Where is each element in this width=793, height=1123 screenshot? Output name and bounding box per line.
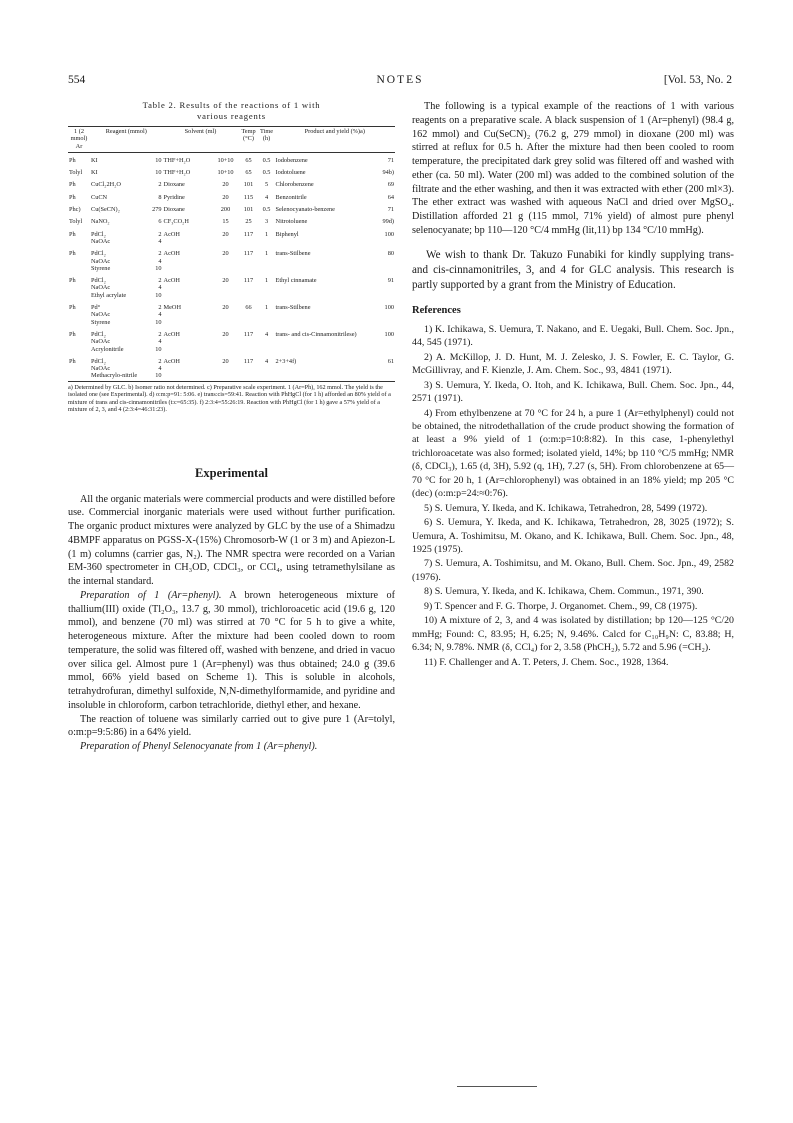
table-row: [68, 300, 395, 327]
col-solvent: Solvent (ml): [184, 128, 217, 135]
running-header: [68, 74, 732, 90]
cell-reagent: PdCl₂ NaOAc Ethyl acrylate: [91, 277, 127, 299]
cell-solvent: Dioxane: [163, 181, 185, 189]
col-temp: Temp (°C): [241, 128, 256, 143]
cell-amount: 8: [158, 193, 162, 201]
cell-ar: Ph: [69, 277, 76, 285]
table-footnotes: a) Determined by GLC. b) Isomer ratio not determined. c) Preparative scale experiment. 1 (Ar=Ph), 162 mmol. The yield is the isolated one (see Experimental). d) o:m:p=91: 5:06. e) trans:cis=59:41. Reaction with PhHgCl (for 1 h) afforded an 80% yield of a mixture of trans and cis-cinnamonitriles (t:c=65:35). f) 2:3:4=55:26:19. Reaction with PhHgCl (for 1 h) gave a 57% yield of a mixture of 2, 3, and 4 (2:3:4=46:31:23).: [68, 383, 391, 414]
table-row: [68, 177, 395, 189]
cell-yield: 69: [387, 181, 394, 189]
cell-product: Selenocyanato-benzene: [275, 206, 335, 214]
cell-product: Iodotoluene: [275, 169, 306, 177]
cell-product: trans- and cis-Cinnamonitrilese): [275, 330, 357, 338]
cell-reagent: KI: [91, 169, 98, 177]
table-caption-line2: various reagents: [197, 111, 266, 121]
cell-reagent: PdCl₂ NaOAc: [91, 230, 111, 245]
page-number: 554: [68, 74, 86, 86]
cell-amount: 2 4 10: [155, 304, 162, 326]
cell-product: Chlorobenzene: [275, 181, 314, 189]
cell-solvent: AcOH: [163, 357, 180, 365]
cell-time: 4: [264, 193, 269, 201]
cell-reagent: PdCl₂ NaOAc Acrylonitrile: [91, 330, 124, 353]
experimental-paragraph-1: All the organic materials were commercial products and were distilled before use. Commercial inorganic materials were used without further purification. The organic product mixtures were analyzed by GLC by the use of a Shimadzu 4BMPF apparatus on PGSS-X-(15%) Chromosorb-W (1 or 3 m) and Apiezon-L (1 m) columns (carrier gas, N₂). The NMR spectra were recorded on a Varian EM-360 spectrometer in CH₃OD, CDCl₃, or CCl₄, using tetramethylsilane as the internal standard.: [68, 493, 395, 588]
reference-item: 7) S. Uemura, A. Toshimitsu, and M. Okano, Bull. Chem. Soc. Jpn., 49, 2582 (1976).: [412, 558, 734, 583]
table-caption-line1: Table 2. Results of the reactions of 1 with: [142, 100, 321, 110]
cell-volume: 200: [220, 206, 231, 214]
cell-solvent: AcOH: [163, 330, 180, 338]
cell-amount: 2 4 10: [155, 250, 162, 272]
cell-yield: 64: [387, 193, 394, 201]
col-ar: 1 (2 mmol) Ar: [70, 128, 88, 150]
cell-time: 3: [264, 218, 269, 226]
journal-section: NOTES: [376, 74, 424, 86]
cell-temp: 117: [243, 330, 254, 338]
cell-reagent: Cu(SeCN)₂: [91, 206, 120, 214]
cell-solvent: THF+H₂O: [163, 169, 191, 177]
cell-yield: 91: [387, 277, 394, 285]
cell-volume: 20: [222, 277, 229, 285]
cell-time: 1: [264, 304, 269, 312]
cell-temp: 117: [243, 357, 254, 365]
table-row: [68, 327, 395, 354]
col-reagent: Reagent (mmol): [105, 128, 147, 135]
cell-solvent: AcOH: [163, 230, 180, 238]
cell-yield: 100: [384, 230, 394, 238]
table-row: [68, 214, 395, 226]
col-time: Time (h): [259, 128, 274, 143]
cell-yield: 71: [387, 156, 394, 164]
cell-ar: Ph: [69, 357, 76, 365]
cell-volume: 20: [222, 193, 229, 201]
cell-ar: Ph: [69, 250, 76, 258]
prep-1-text: A brown heterogeneous mixture of thallium(III) oxide (Tl₂O₃, 13.7 g, 30 mmol), trichloroacetic acid (19.6 g, 120 mmol), and benzene (70 ml) was stirred at 70 °C for 5 h to give a white, heterogeneous mixture. After the mixture had been cooled down to room temperature, the solid was filtered off, washed with benzene, and dried in vacuo over silica gel. Almost pure 1 (Ar=phenyl) was thus obtained; 24.0 g (39.6 mmol, 66% yield based on Scheme 1). This is soluble in alcohols, tetrahydrofuran, dimethyl sulfoxide, N,N-dimethylformamide, and pyridine and insoluble in chloroform, carbon tetrachloride, diethyl ether, and hexane.: [68, 589, 395, 711]
cell-volume: 20: [222, 330, 229, 338]
reference-item: 1) K. Ichikawa, S. Uemura, T. Nakano, and E. Uegaki, Bull. Chem. Soc. Jpn., 44, 545 (1971).: [412, 323, 734, 349]
cell-time: 1: [264, 277, 269, 285]
cell-amount: 2 4: [158, 230, 162, 245]
cell-product: Iodobenzene: [275, 156, 308, 164]
cell-temp: 117: [243, 230, 254, 238]
reference-item: 3) S. Uemura, Y. Ikeda, O. Itoh, and K. Ichikawa, Bull. Chem. Soc. Jpn., 44, 2571 (1971).: [412, 379, 734, 405]
cell-amount: 10: [155, 156, 162, 164]
prep-selenocyanate-title: Preparation of Phenyl Selenocyanate from 1 (Ar=phenyl).: [80, 741, 318, 753]
references-heading: References: [412, 304, 461, 316]
cell-reagent: CuCN: [91, 193, 108, 201]
reference-item: 2) A. McKillop, J. D. Hunt, M. J. Zelesko, J. S. Fowler, E. C. Taylor, G. McGillivray, and F. Kienzle, J. Am. Chem. Soc., 93, 4841 (1971).: [412, 351, 734, 377]
cell-reagent: Pd° NaOAc Styrene: [91, 304, 111, 326]
left-column: [68, 100, 395, 754]
reference-item: 5) S. Uemura, Y. Ikeda, and K. Ichikawa, Tetrahedron, 28, 5499 (1972).: [424, 502, 708, 514]
cell-time: 0.5: [262, 169, 271, 177]
cell-amount: 2 4 10: [155, 330, 162, 353]
procedure-paragraph: The following is a typical example of the reactions of 1 with various reagents on a preparative scale. A black suspension of 1 (Ar=phenyl) (98.4 g, 162 mmol) and Cu(SeCN)₂ (76.2 g, 279 mmol) in dioxane (200 ml) was stirred at reflux for 0.5 h. After the mixture had then been cooled to room temperature, the precipitated dark grey solid was filtered off and washed with ether (ca. 50 ml). Water (200 ml) was added to the combined solution of the filtrate and the ether washing, and then it was extracted with ether (200 ml×3). The ether extract was washed with aqueous NaCl and dried over MgSO₄. Distillation afforded 21 g (115 mmol, 71% yield) of almost pure phenyl selenocyanate; bp 110—120 °C/4 mmHg (lit,11) bp 134 °C/10 mmHg).: [412, 101, 734, 236]
reference-item: 9) T. Spencer and F. G. Thorpe, J. Organomet. Chem., 99, C8 (1975).: [424, 600, 698, 612]
cell-product: Biphenyl: [275, 230, 299, 238]
cell-temp: 101: [243, 181, 254, 189]
cell-temp: 117: [243, 250, 254, 258]
cell-reagent: NaNO₂: [91, 218, 110, 226]
cell-amount: 279: [152, 206, 162, 214]
table-row: [68, 246, 395, 273]
cell-solvent: Pyridine: [163, 193, 185, 201]
cell-product: trans-Stilbene: [275, 250, 311, 258]
experimental-paragraph-4: [68, 740, 395, 754]
cell-yield: 100: [384, 330, 394, 338]
cell-solvent: Dioxane: [163, 206, 185, 214]
cell-ar: Tolyl: [69, 218, 83, 226]
cell-product: 2+3+4f): [275, 357, 297, 365]
table-caption: [68, 100, 395, 122]
cell-amount: 2: [158, 181, 162, 189]
cell-product: Nitrotoluene: [275, 218, 308, 226]
cell-time: 4: [264, 357, 269, 365]
prep-1-title: Preparation of 1 (Ar=phenyl).: [80, 589, 222, 601]
cell-volume: 20: [222, 230, 229, 238]
cell-temp: 65: [245, 169, 252, 177]
cell-product: trans-Stilbene: [275, 304, 311, 312]
cell-volume: 10+10: [217, 156, 234, 164]
cell-ar: Ph: [69, 193, 76, 201]
experimental-paragraph-3: The reaction of toluene was similarly carried out to give pure 1 (Ar=tolyl, o:m:p=9:5:86) in a 64% yield.: [68, 713, 395, 739]
acknowledgement: We wish to thank Dr. Takuzo Funabiki for kindly supplying trans- and cis-cinnamonitriles, 3, and 4 for GLC analysis. This research is partly supported by a grant from the Ministry of Education.: [412, 248, 734, 291]
cell-yield: 80: [387, 250, 394, 258]
table-row: [68, 165, 395, 177]
col-product: Product and yield (%)a): [304, 128, 365, 135]
cell-ar: Ph: [69, 304, 76, 312]
cell-temp: 65: [245, 156, 252, 164]
table-row: [68, 354, 395, 381]
cell-volume: 20: [222, 304, 229, 312]
cell-solvent: AcOH: [163, 250, 180, 258]
results-table: [68, 127, 395, 381]
cell-ar: Phc): [69, 206, 81, 214]
volume-label: [Vol. 53, No. 2: [663, 74, 732, 86]
cell-temp: 101: [243, 206, 254, 214]
cell-solvent: AcOH: [163, 277, 180, 285]
cell-ar: Ph: [69, 156, 76, 164]
reference-item: 8) S. Uemura, Y. Ikeda, and K. Ichikawa, Chem. Commun., 1971, 390.: [424, 586, 704, 598]
cell-product: Ethyl cinnamate: [275, 277, 317, 285]
cell-volume: 20: [222, 357, 229, 365]
cell-reagent: PdCl₂ NaOAc Styrene: [91, 250, 111, 272]
cell-ar: Ph: [69, 330, 76, 338]
cell-yield: 99d): [382, 218, 394, 226]
cell-temp: 25: [245, 218, 252, 226]
cell-amount: 6: [158, 218, 162, 226]
cell-time: 1: [264, 250, 269, 258]
cell-volume: 20: [222, 181, 229, 189]
cell-time: 0.5: [262, 206, 271, 214]
cell-temp: 115: [243, 193, 254, 201]
table-row: [68, 190, 395, 202]
cell-ar: Ph: [69, 181, 76, 189]
cell-yield: 61: [387, 357, 394, 365]
cell-solvent: CF₃CO₂H: [163, 218, 189, 226]
cell-volume: 15: [222, 218, 229, 226]
experimental-paragraph-2: [68, 589, 395, 713]
cell-time: 1: [264, 230, 269, 238]
cell-yield: 71: [387, 206, 394, 214]
cell-volume: 10+10: [217, 169, 234, 177]
cell-yield: 94b): [382, 169, 394, 177]
right-column: [412, 100, 734, 670]
experimental-heading: Experimental: [195, 465, 268, 480]
table-row: [68, 273, 395, 300]
reference-item: 6) S. Uemura, Y. Ikeda, and K. Ichikawa, Tetrahedron, 28, 3025 (1972); S. Uemura, A. Toshimitsu, M. Okano, and K. Ichikawa, Bull. Chem. Soc. Jpn., 48, 1925 (1975).: [412, 517, 734, 556]
cell-solvent: THF+H₂O: [163, 156, 191, 164]
table-row: [68, 153, 395, 165]
cell-temp: 117: [243, 277, 254, 285]
cell-reagent: CuCl₂2H₂O: [91, 181, 121, 189]
references-list: [412, 323, 734, 669]
cell-amount: 2 4 10: [155, 277, 162, 299]
reference-item: 4) From ethylbenzene at 70 °C for 24 h, a pure 1 (Ar=ethylphenyl) could not be obtained, the nitrodethallation of the crude product showing the formation of at least a 9% yield of 1 (o:m:p=10:8:82). In this case, 1-phenylethyl trichloroacetate was also formed; isolated yield, 14%; bp 110 °C/5 mmHg; NMR (δ, CDCl₃), 1.65 (d, 3H), 5.92 (q, 1H), 7.27 (s, 5H). From chlorobenzene at 65—70 °C for 20 h, 1 (Ar=chlorophenyl) was obtained in an 18% yield; mp 205 °C (dec) (o:m:p=24:≈0:76).: [412, 407, 734, 500]
cell-volume: 20: [222, 250, 229, 258]
cell-time: 0.5: [262, 156, 271, 164]
cell-reagent: PdCl₂ NaOAc Methacrylo-nitrile: [91, 357, 138, 380]
experimental-text: [68, 493, 395, 754]
end-rule: [457, 1086, 537, 1087]
cell-ar: Ph: [69, 230, 76, 238]
reference-item: 11) F. Challenger and A. T. Peters, J. Chem. Soc., 1928, 1364.: [424, 656, 669, 668]
cell-solvent: MeOH: [163, 304, 182, 312]
procedure-continued: [412, 100, 734, 238]
cell-time: 5: [264, 181, 269, 189]
cell-time: 4: [264, 330, 269, 338]
table-row: [68, 227, 395, 247]
cell-yield: 100: [384, 304, 394, 312]
cell-ar: Tolyl: [69, 169, 83, 177]
table-body: [68, 153, 395, 381]
cell-reagent: KI: [91, 156, 98, 164]
table-row: [68, 202, 395, 214]
cell-temp: 66: [245, 304, 252, 312]
cell-amount: 10: [155, 169, 162, 177]
reference-item: 10) A mixture of 2, 3, and 4 was isolated by distillation; bp 120—125 °C/20 mmHg; Found: C, 83.95; H, 6.25; N, 9.46%. Calcd for C₁₀H₉N: C, 83.88; H, 6.34; N, 9.78%. NMR (δ, CCl₄) for 2, 3.58 (PhCH₂), 5.72 and 5.96 (=CH₂).: [412, 615, 734, 654]
table-bottom-rule: [68, 381, 395, 382]
cell-product: Benzonitrile: [275, 193, 307, 201]
table-header-row: [68, 127, 395, 152]
cell-amount: 2 4 10: [155, 357, 162, 380]
